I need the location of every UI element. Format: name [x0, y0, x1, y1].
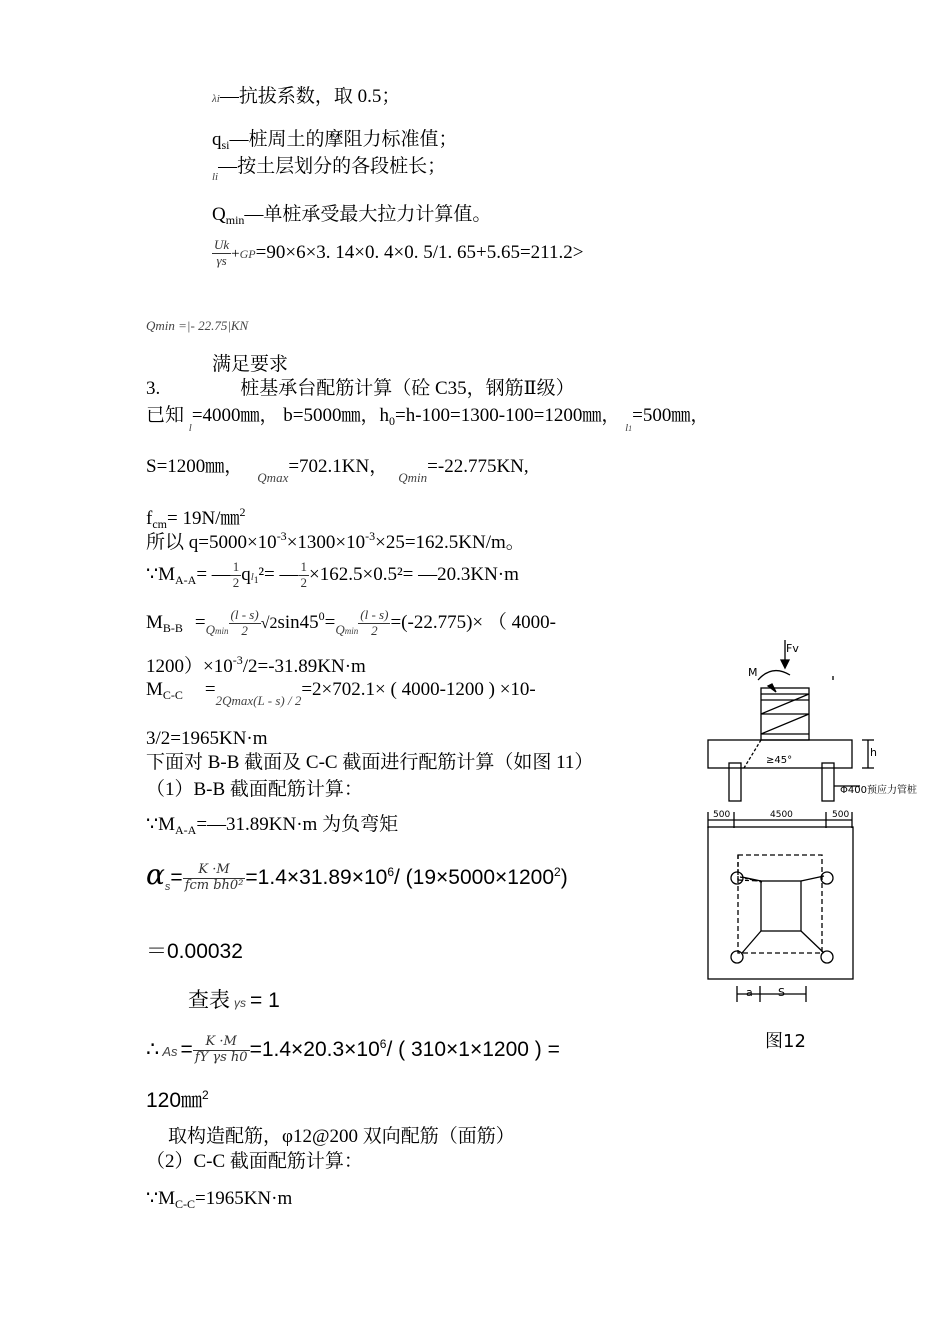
- h-label: h: [870, 746, 877, 759]
- as-formula: ∴ As = $\frac{K \cdot M}{\text{fY γs h0}}$ $=1.4\times 20.3\times 10^6/$ ( 310×1×1200 ) =: [146, 1034, 560, 1065]
- dim-mid: 4500: [770, 810, 793, 820]
- lambda-definition: λi—抗拔系数，取 0.5；: [212, 86, 401, 107]
- fv-label: Fv: [786, 642, 799, 655]
- maa-negative: $\because M_{A-A}=—31.89KN\cdot m$ 为负弯矩: [146, 814, 399, 837]
- moment-arc: [758, 671, 790, 680]
- lookup-table-line: 查表 γs = 1: [188, 989, 280, 1012]
- alpha-s-formula: $\alpha_s=$ $\frac{K \cdot M}{\text{fcm bh0²}}$ $=1.4\times 31.89\times 10^6/$ $(19\times 5000\times 1200^2)$: [146, 858, 568, 893]
- angle-label: ≥45°: [766, 755, 793, 766]
- dim-left: 500: [713, 810, 731, 820]
- mcc-value: $\because M_{C-C}=1965KN\cdot m$: [146, 1188, 293, 1211]
- rebar-choice: 取构造配筋，φ12@200 双向配筋（面筋）: [168, 1126, 515, 1147]
- maa-formula: $\because M_{A-A}=$ — $\frac{1}{2}$ ql1²= — $\frac{1}{2}$ ×162.5×0.5²= —20.3KN·m: [146, 559, 519, 590]
- cc-section-heading: （2）C-C 截面配筋计算：: [146, 1151, 363, 1172]
- pile-right: [822, 763, 834, 801]
- as-result: 120㎜$^2$: [146, 1088, 209, 1112]
- fcm-line: $f_{cm}=$ 19N/㎜$^2$: [146, 505, 246, 531]
- pile-label: Φ400预应力管桩: [840, 785, 917, 796]
- bb-section-heading: （1）B-B 截面配筋计算：: [146, 779, 363, 800]
- plan-view: [708, 827, 853, 979]
- mcc-result: 3/2=1965KN·m: [146, 728, 268, 749]
- figure-caption: 图12: [765, 1031, 806, 1052]
- dim-a: a: [746, 986, 753, 999]
- qsi-definition: $q_{si}—$桩周土的摩阻力标准值；: [212, 129, 458, 152]
- uk-fraction: $\frac{Uk}{\gamma s}$: [214, 237, 230, 268]
- mbb-formula: $M_{B-B} =_{Qmin}$ $\frac{(l - s)}{2}$ $√2\sin 45^0=_{Qmin}$ $\frac{(l - s)}{2}$ =(-22.775)× （ 4000-: [146, 607, 556, 638]
- s-q-values-line: S=1200㎜，$_{Qmax}$=702.1KN，$_{Qmin}$=-22.775KN,: [146, 456, 529, 485]
- uplift-formula: $\frac{Uk}{\gamma s}$ +GP=90×6×3. 14×0. 4×0. 5/1. 65+5.65=211.2>: [214, 237, 584, 268]
- dim-right: 500: [832, 810, 850, 820]
- mcc-formula: $M_{C-C} =_{2Qmax(L - s) / 2}=2\times 702.1\times$ ( 4000-1200 ) ×10-: [146, 679, 536, 708]
- qmin-value: Qmin =|- 22.75|KN: [146, 318, 249, 333]
- mbb-result: $1200)\times 10^{-3}/2=-31.89KN\cdot m$: [146, 653, 366, 677]
- pile-left: [729, 763, 741, 801]
- satisfied-text: 满足要求: [212, 354, 289, 375]
- known-values-line: 已知 $_l$=4000㎜， b=5000㎜，$h_0=h-100=1300-100=1200㎜$， $_{l1}$=500㎜，: [146, 405, 710, 434]
- alpha-s-result: ＝0.00032: [146, 940, 243, 963]
- q-calc-line: 所以 $q=5000\times 10^{-3}\times 1300\times 10^{-3}\times 25=162.5KN/m$。: [146, 529, 525, 553]
- qmin-definition: $Q_{min}—$单桩承受最大拉力计算值。: [212, 204, 492, 227]
- m-label: M: [748, 666, 758, 679]
- dim-s: S: [778, 986, 785, 999]
- li-definition: $_{li}$—按土层划分的各段桩长；: [212, 156, 447, 183]
- section-intro: 下面对 B-B 截面及 C-C 截面进行配筋计算（如图 11）: [146, 752, 594, 773]
- section-3-heading: 3. 桩基承台配筋计算（砼 C35，钢筋Ⅱ级）: [146, 378, 575, 399]
